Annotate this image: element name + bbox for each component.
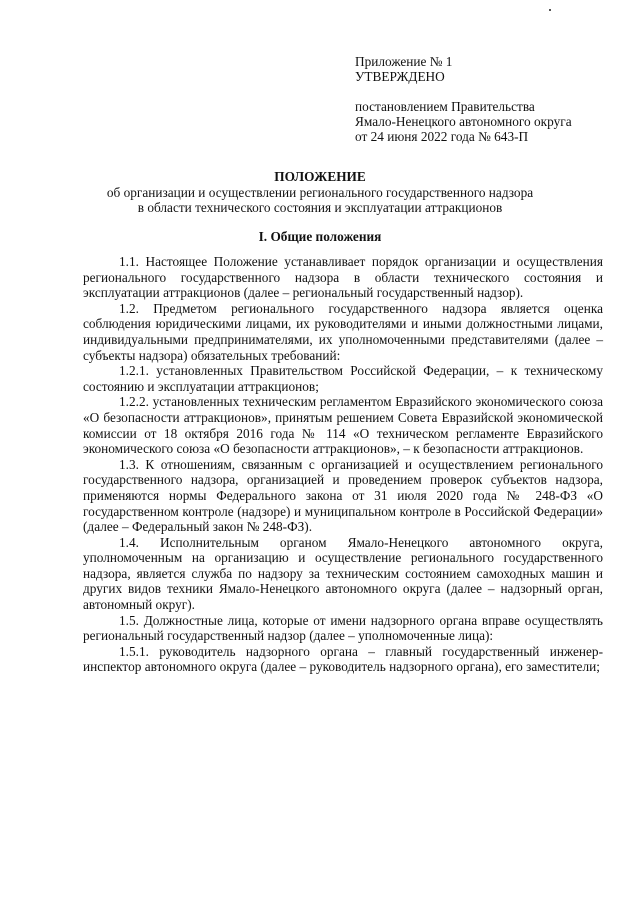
- resolution-line-2: Ямало-Ненецкого автономного округа: [355, 114, 572, 129]
- document-subtitle-2: в области технического состояния и эксплуатации аттракционов: [137, 200, 503, 215]
- paragraph-1-3: 1.3. К отношениям, связанным с организацией и осуществлением регионального государственного надзора, организацией и проведением проверок субъектов надзора, применяются нормы Федерального закона от 31 июля 2020 года № 248-ФЗ «О государственном контроле (надзоре) и муниципальном контроле в Российской Федерации» (далее – Федеральный закон № 248-ФЗ).: [83, 456, 603, 535]
- paragraph-1-5-1: 1.5.1. руководитель надзорного органа – главный государственный инженер-инспектор автономного округа (далее – руководитель надзорного органа), его заместители;: [83, 643, 603, 675]
- document-subtitle-1: об организации и осуществлении регионального государственного надзора: [106, 185, 534, 200]
- resolution-line-3: от 24 июня 2022 года № 643-П: [355, 129, 529, 144]
- document-title: ПОЛОЖЕНИЕ: [274, 169, 366, 184]
- approval-header: [355, 54, 625, 144]
- paragraph-1-2-2: 1.2.2. установленных техническим регламентом Евразийского экономического союза «О безопасности аттракционов», принятым решением Совета Евразийской экономической комиссии от 18 октября 2016 года № 114 «О техническом регламенте Евразийского экономического союза «О безопасности аттракционов», – к безопасности аттракционов.: [83, 394, 603, 457]
- paragraph-1-1: 1.1. Настоящее Положение устанавливает порядок организации и осуществления регионального государственного надзора в области технического состояния и эксплуатации аттракционов (далее – региональный государственный надзор).: [83, 254, 603, 301]
- paragraph-1-2: 1.2. Предметом регионального государственного надзора является оценка соблюдения юридическими лицами, их руководителями и иными должностными лицами, индивидуальными предпринимателями, их уполномоченными представителями (далее – субъекты надзора) обязательных требований:: [83, 300, 603, 363]
- scan-speck: [549, 9, 551, 11]
- resolution-line-1: постановлением Правительства: [355, 99, 535, 114]
- paragraph-1-2-1: 1.2.1. установленных Правительством Российской Федерации, – к техническому состоянию и эксплуатации аттракционов;: [83, 363, 603, 394]
- approved-label: УТВЕРЖДЕНО: [355, 69, 445, 84]
- paragraph-1-5: 1.5. Должностные лица, которые от имени надзорного органа вправе осуществлять региональный государственный надзор (далее – уполномоченные лица):: [83, 612, 603, 644]
- appendix-label: Приложение № 1: [355, 54, 453, 69]
- document-body: [83, 254, 603, 675]
- paragraph-1-4: 1.4. Исполнительным органом Ямало-Ненецкого автономного округа, уполномоченным на организацию и осуществление регионального государственного надзора, является служба по надзору за техническим состоянием самоходных машин и других видов техники Ямало-Ненецкого автономного округа (далее – надзорный орган, автономный округ).: [83, 534, 603, 613]
- section-heading: I. Общие положения: [258, 229, 382, 244]
